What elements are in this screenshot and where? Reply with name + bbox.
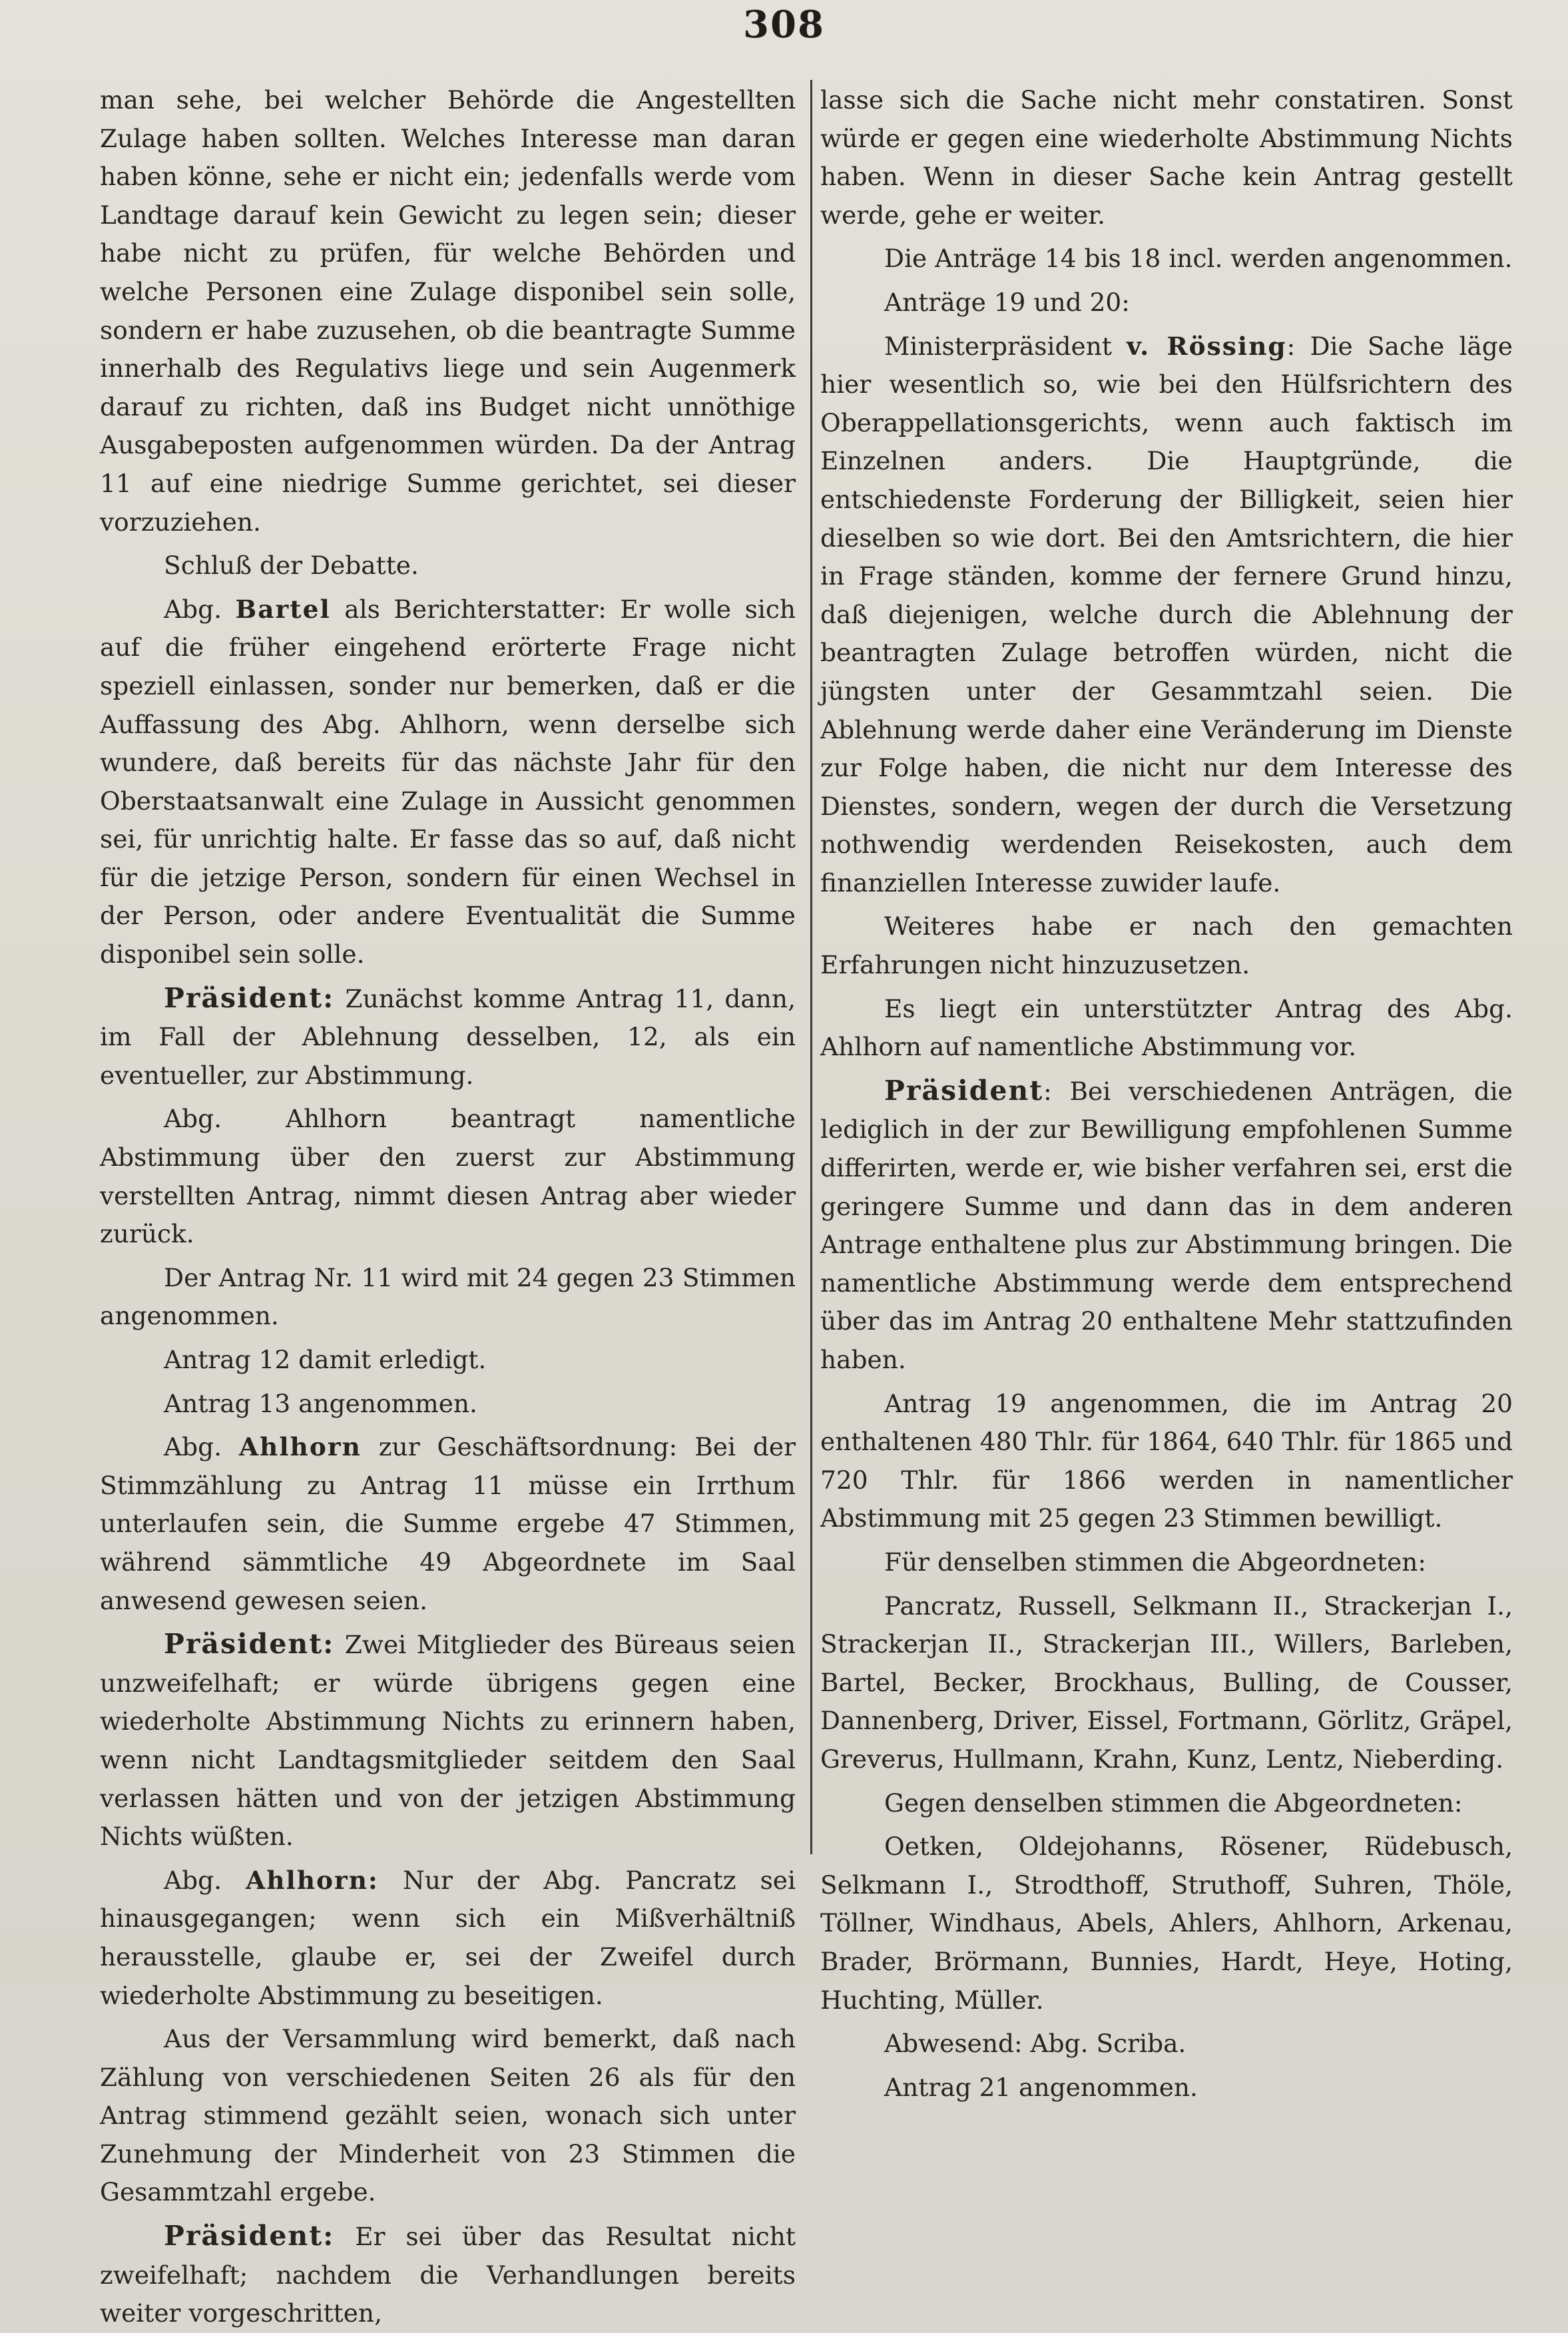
paragraph-text: man sehe, bei welcher Behörde die Angestellten Zulage haben sollten. Welches Interesse man daran haben könne, sehe er nicht ein; jedenfalls werde vom Landtage darauf kein Gewicht zu legen sein; dieser habe nicht zu prüfen, für welche Behörden und welche Personen eine Zulage disponibel sein solle, sondern er habe zuzusehen, ob die beantragte Summe innerhalb des Regulativs liege und sein Augenmerk darauf zu richten, daß ins Budget nicht unnöthige Ausgabeposten aufgenommen würden. Da der Antrag 11 auf eine niedrige Summe gerichtet, sei dieser vorzuziehen. — [100, 85, 796, 537]
paragraph-text: Antrag 21 angenommen. — [884, 2072, 1198, 2102]
paragraph-text: Antrag 12 damit erledigt. — [164, 1345, 487, 1374]
paragraph-text: Abg. Ahlhorn beantragt namentliche Abstimmung über den zuerst zur Abstimmung verstellten Antrag, nimmt diesen Antrag aber wieder zurück. — [100, 1104, 796, 1249]
page-number: 308 — [743, 3, 825, 47]
speaker-name: Präsident — [884, 1074, 1044, 1107]
paragraph-text: Die Anträge 14 bis 18 incl. werden angenommen. — [884, 244, 1513, 274]
paragraph — [820, 1385, 1513, 1538]
paragraph-text: Zwei Mitglieder des Büreaus seien unzweifelhaft; er würde übrigens gegen eine wiederholte Abstimmung Nichts zu erinnern haben, wenn nicht Landtagsmitglieder seitdem den Saal verlassen hätten und von der jetzigen Abstimmung Nichts wüßten. — [100, 1630, 796, 1852]
speaker-name: Ahlhorn — [238, 1432, 362, 1462]
paragraph-text: Oetken, Oldejohanns, Rösener, Rüdebusch, Selkmann I., Strodthoff, Struthoff, Suhren, Thöle, Töllner, Windhaus, Abels, Ahlers, Ahlhorn, Arkenau, Brader, Brörmann, Bunnies, Hardt, Heye, Hoting, Huchting, Müller. — [820, 1832, 1513, 2015]
right-column — [820, 81, 1513, 2102]
paragraph — [820, 1784, 1513, 1823]
paragraph-text: : Bei verschiedenen Anträgen, die lediglich in der zur Bewilligung empfohlenen Summe differirten, werde er, wie bisher verfahren sei, erst die geringere Summe und dann das in dem anderen Antrage enthaltene plus zur Abstimmung bringen. Die namentliche Abstimmung werde dem entsprechend über das im Antrag 20 enthaltene Mehr stattzufinden haben. — [820, 1076, 1513, 1374]
paragraph — [820, 284, 1513, 322]
paragraph — [100, 547, 796, 585]
paragraph-text: Zunächst komme Antrag 11, dann, im Fall der Ablehnung desselben, 12, als ein eventueller, zur Abstimmung. — [100, 983, 796, 1090]
paragraph-text: Es liegt ein unterstützter Antrag des Abg. Ahlhorn auf namentliche Abstimmung vor. — [820, 993, 1513, 1062]
column-divider — [810, 80, 812, 1854]
paragraph-text: Schluß der Debatte. — [164, 551, 419, 581]
paragraph — [100, 591, 796, 974]
paragraph-text: Für denselben stimmen die Abgeordneten: — [884, 1547, 1427, 1577]
speaker-name: Präsident: — [164, 2220, 335, 2252]
paragraph-text: Weiteres habe er nach den gemachten Erfahrungen nicht hinzuzusetzen. — [820, 911, 1513, 980]
paragraph-text: lasse sich die Sache nicht mehr constatiren. Sonst würde er gegen eine wiederholte Abstimmung Nichts haben. Wenn in dieser Sache kein Antrag gestellt werde, gehe er weiter. — [820, 85, 1513, 230]
paragraph-text: Aus der Versammlung wird bemerkt, daß nach Zählung von verschiedenen Seiten 26 als für den Antrag stimmend gezählt seien, wonach sich unter Zunehmung der Minderheit von 23 Stimmen die Gesammtzahl ergebe. — [100, 2024, 796, 2207]
paragraph — [820, 1543, 1513, 1582]
paragraph-text: zur Geschäftsordnung: Bei der Stimmzählung zu Antrag 11 müsse ein Irrthum unterlaufen sein, die Summe ergebe 47 Stimmen, während sämmtliche 49 Abgeordnete im Saal anwesend gewesen seien. — [100, 1432, 796, 1615]
paragraph — [820, 240, 1513, 278]
paragraph-text: Der Antrag Nr. 11 wird mit 24 gegen 23 Stimmen angenommen. — [100, 1262, 796, 1331]
paragraph-text: Er sei über das Resultat nicht zweifelhaft; nachdem die Verhandlungen bereits weiter vorgeschritten, — [100, 2222, 796, 2328]
paragraph — [100, 1625, 796, 1856]
paragraph — [100, 1100, 796, 1253]
paragraph — [100, 1428, 796, 1620]
speaker-name: Ahlhorn: — [246, 1865, 379, 1895]
paragraph-text: : Die Sache läge hier wesentlich so, wie bei den Hülfsrichtern des Oberappellationsgerichts, wenn auch faktisch im Einzelnen anders. Die Hauptgründe, die entschiedenste Forderung der Billigkeit, seien hier dieselben so wie dort. Bei den Amtsrichtern, die hier in Frage ständen, komme der fernere Grund hinzu, daß diejenigen, welche durch die Ablehnung der beantragten Zulage betroffen würden, nicht die jüngsten unter der Gesammtzahl seien. Die Ablehnung werde daher eine Veränderung im Dienste zur Folge haben, die nicht nur dem Interesse des Dienstes, sondern, wegen der durch die Versetzung nothwendig werdenden Reisekosten, auch dem finanziellen Interesse zuwider laufe. — [820, 331, 1513, 898]
speaker-prefix: Abg. — [164, 594, 236, 624]
paragraph-text: Pancratz, Russell, Selkmann II., Strackerjan I., Strackerjan II., Strackerjan III., Willers, Barleben, Bartel, Becker, Brockhaus, Bulling, de Cousser, Dannenberg, Driver, Eissel, Fortmann, Görlitz, Gräpel, Greverus, Hullmann, Krahn, Kunz, Lentz, Nieberding. — [820, 1591, 1513, 1774]
paragraph — [100, 2217, 796, 2333]
paragraph — [820, 2069, 1513, 2107]
left-column — [100, 81, 796, 2328]
paragraph — [100, 1259, 796, 1336]
paragraph-text: Gegen denselben stimmen die Abgeordneten: — [884, 1788, 1463, 1818]
paragraph — [100, 979, 796, 1095]
paragraph — [100, 1385, 796, 1424]
paragraph — [820, 2025, 1513, 2063]
paragraph — [100, 81, 796, 541]
paragraph — [820, 1587, 1513, 1779]
speaker-name: v. Rössing — [1127, 331, 1287, 361]
speaker-name: Bartel — [235, 594, 331, 624]
speaker-prefix: Abg. — [164, 1865, 246, 1895]
paragraph — [820, 990, 1513, 1067]
paragraph-text: Anträge 19 und 20: — [884, 287, 1130, 317]
speaker-prefix: Ministerpräsident — [884, 331, 1127, 361]
paragraph-text: Nur der Abg. Pancratz sei hinausgegangen; wenn sich ein Mißverhältniß herausstelle, glaube er, sei der Zweifel durch wiederholte Abstimmung zu beseitigen. — [100, 1865, 796, 2010]
paragraph — [820, 328, 1513, 903]
speaker-name: Präsident: — [164, 1628, 335, 1661]
paragraph — [100, 1341, 796, 1380]
paragraph — [820, 1828, 1513, 2019]
paragraph-text: Antrag 13 angenommen. — [164, 1388, 477, 1418]
paragraph — [820, 1072, 1513, 1380]
speaker-prefix: Abg. — [164, 1432, 239, 1462]
paragraph — [100, 2020, 796, 2212]
paragraph-text: Antrag 19 angenommen, die im Antrag 20 enthaltenen 480 Thlr. für 1864, 640 Thlr. für 1865 und 720 Thlr. für 1866 werden in namentlicher Abstimmung mit 25 gegen 23 Stimmen bewilligt. — [820, 1388, 1513, 1533]
paragraph-text: Abwesend: Abg. Scriba. — [884, 2029, 1186, 2059]
paragraph — [100, 1862, 796, 2015]
paragraph — [820, 81, 1513, 234]
speaker-name: Präsident: — [164, 981, 335, 1014]
paragraph-text: als Berichterstatter: Er wolle sich auf die früher eingehend erörterte Frage nicht speziell einlassen, sonder nur bemerken, daß er die Auffassung des Abg. Ahlhorn, wenn derselbe sich wundere, daß bereits für das nächste Jahr für den Oberstaatsanwalt eine Zulage in Aussicht genommen sei, für unrichtig halte. Er fasse das so auf, daß nicht für die jetzige Person, sondern für einen Wechsel in der Person, oder andere Eventualität die Summe disponibel sein solle. — [100, 594, 796, 969]
paragraph — [820, 907, 1513, 984]
